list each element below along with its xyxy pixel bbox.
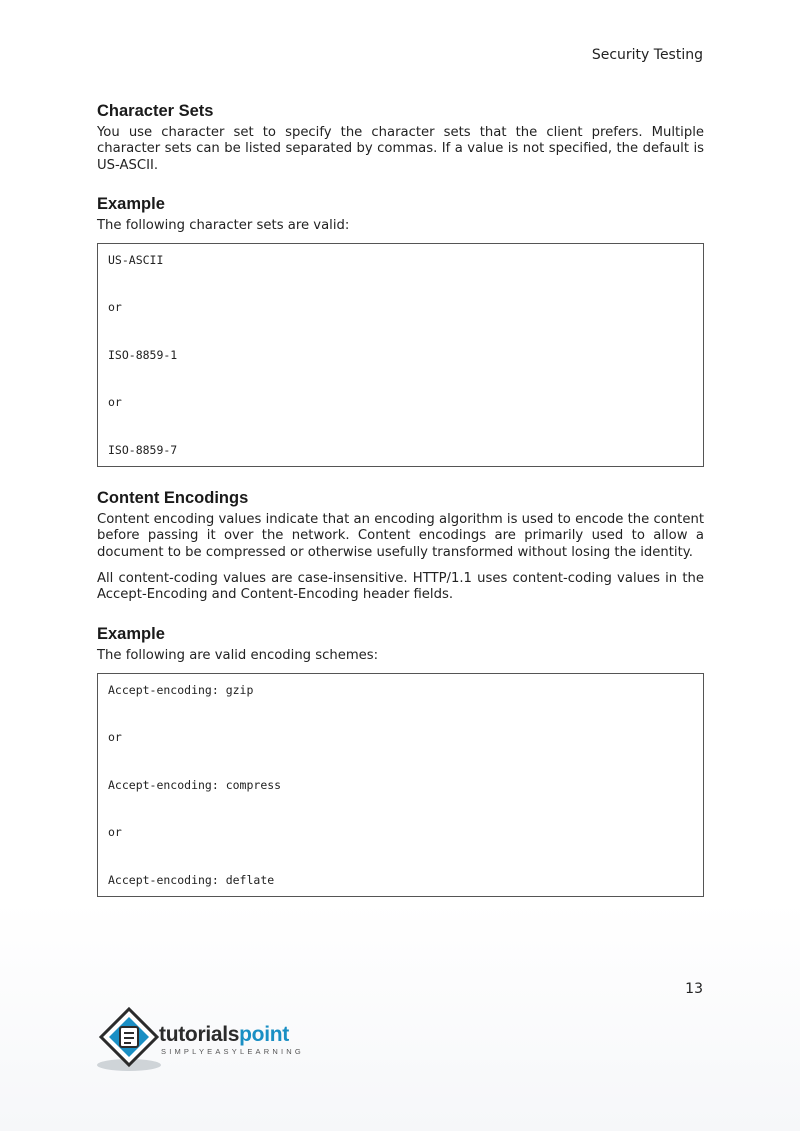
logo-emblem-icon <box>95 1005 165 1075</box>
code-line: US-ASCII <box>108 253 164 267</box>
logo-word-accent: point <box>239 1023 289 1046</box>
code-line: Accept-encoding: deflate <box>108 873 275 887</box>
section-heading-content-encodings: Content Encodings <box>97 489 249 507</box>
code-line: ISO-8859-7 <box>108 443 178 457</box>
example-2-intro: The following are valid encoding schemes: <box>97 648 379 663</box>
code-line: or <box>108 825 122 839</box>
section-heading-example-2: Example <box>97 625 165 643</box>
section-heading-example-1: Example <box>97 195 165 213</box>
page-number: 13 <box>685 981 703 997</box>
code-line: or <box>108 395 122 409</box>
tutorialspoint-logo <box>95 1005 325 1075</box>
logo-wordmark <box>159 1023 289 1047</box>
code-line: or <box>108 730 122 744</box>
example-1-intro: The following character sets are valid: <box>97 218 350 233</box>
code-line: Accept-encoding: compress <box>108 778 282 792</box>
content-encodings-paragraph-1: Content encoding values indicate that an encoding algorithm is used to encode the content before passing it over the network. Content encodings are primarily used to allow a document to be compressed or otherwise usefully transformed without losing the identity. <box>97 512 704 560</box>
content-encodings-paragraph-2: All content-coding values are case-insensitive. HTTP/1.1 uses content-coding values in the Accept-Encoding and Content-Encoding header fields. <box>97 571 704 603</box>
code-block-encodings <box>97 673 704 897</box>
running-header-title: Security Testing <box>591 47 703 63</box>
character-sets-paragraph: You use character set to specify the character sets that the client prefers. Multiple character sets can be listed separated by commas. If a value is not specified, the default is US-ASCII. <box>97 125 704 173</box>
section-heading-character-sets: Character Sets <box>97 102 214 120</box>
code-line: ISO-8859-1 <box>108 348 178 362</box>
logo-tagline: SIMPLYEASYLEARNING <box>161 1047 304 1056</box>
code-line: Accept-encoding: gzip <box>108 683 254 697</box>
code-block-character-sets <box>97 243 704 467</box>
code-line: or <box>108 300 122 314</box>
logo-word-main: tutorials <box>159 1023 240 1046</box>
